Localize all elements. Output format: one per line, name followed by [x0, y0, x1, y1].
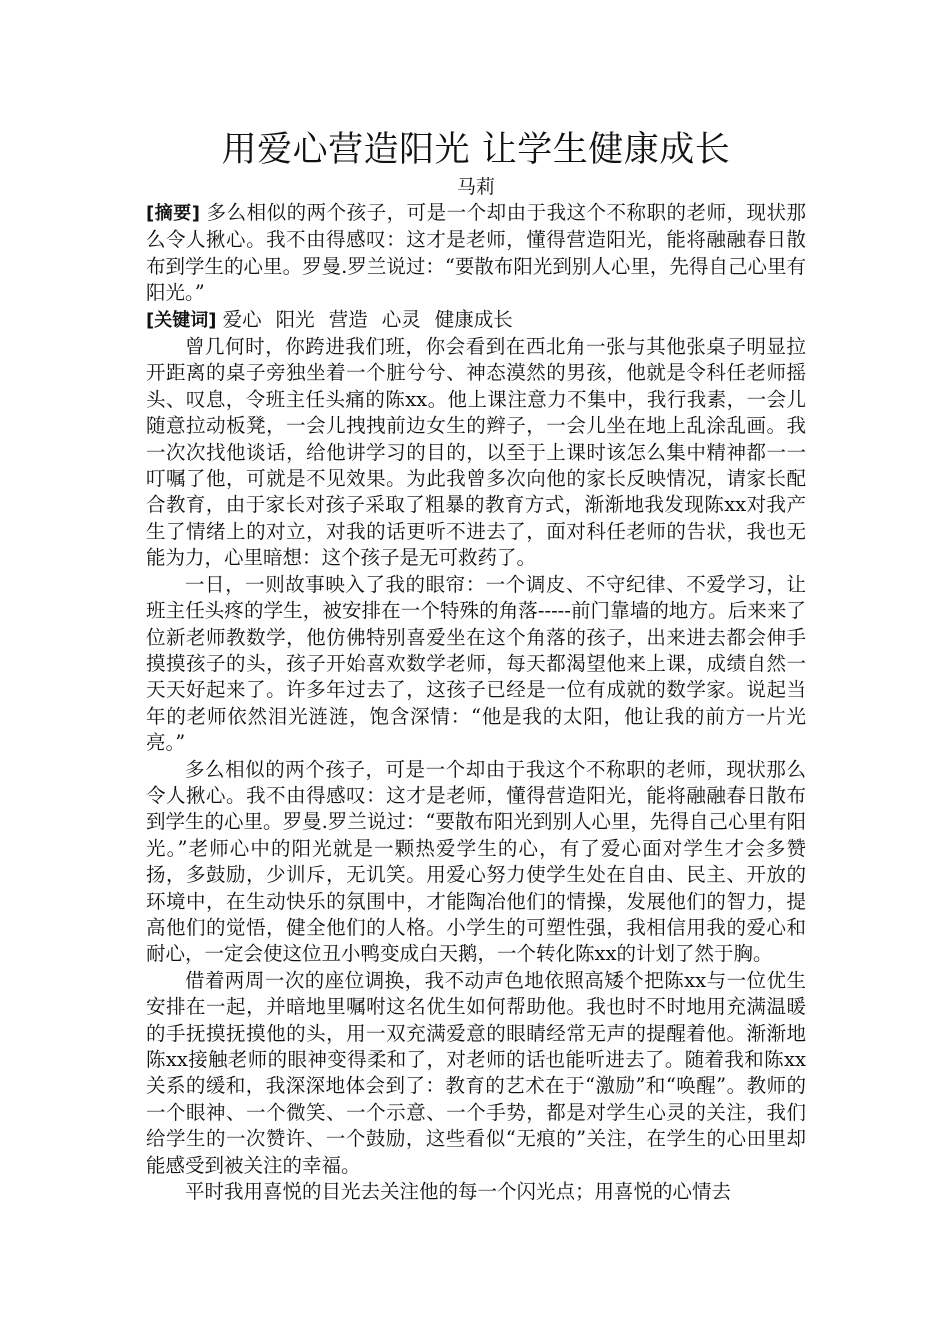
- article-body: [146, 128, 806, 1205]
- article-title: 用爱心营造阳光 让学生健康成长: [221, 130, 731, 170]
- keywords: [146, 307, 806, 334]
- body-paragraph: 多么相似的两个孩子，可是一个却由于我这个不称职的老师，现状那么令人揪心。我不由得感叹：这才是老师，懂得营造阳光，能将融融春日散布到学生的心里。罗曼.罗兰说过：“要散布阳光到别人心里，先得自己心里有阳光。”老师心中的阳光就是一颗热爱学生的心，有了爱心面对学生才会多赞扬，多鼓励，少训斥，无讥笑。用爱心努力使学生处在自由、民主、开放的环境中，在生动快乐的氛围中，才能陶冶他们的情操，发展他们的智力，提高他们的觉悟，健全他们的人格。小学生的可塑性强，我相信用我的爱心和耐心，一定会使这位丑小鸭变成白天鹅，一个转化陈xx的计划了然于胸。: [146, 757, 806, 966]
- abstract: [146, 200, 806, 307]
- body-paragraph: 借着两周一次的座位调换，我不动声色地依照高矮个把陈xx与一位优生安排在一起，并暗地里嘱咐这名优生如何帮助他。我也时不时地用充满温暖的手抚摸抚摸他的头，用一双充满爱意的眼睛经常无声的提醒着他。渐渐地陈xx接触老师的眼神变得柔和了，对老师的话也能听进去了。随着我和陈xx关系的缓和，我深深地体会到了：教育的艺术在于“激励”和“唤醒”。教师的一个眼神、一个微笑、一个示意、一个手势，都是对学生心灵的关注，我们给学生的一次赞许、一个鼓励，这些看似“无痕的”关注，在学生的心田里却能感受到被关注的幸福。: [146, 968, 806, 1177]
- keyword: 营造: [328, 307, 368, 331]
- keywords-label: [关键词]: [146, 309, 217, 331]
- body-paragraph: 一日，一则故事映入了我的眼帘：一个调皮、不守纪律、不爱学习，让班主任头疼的学生，被安排在一个特殊的角落-----前门靠墙的地方。后来来了位新老师教数学，他仿佛特别喜爱坐在这个角落的孩子，出来进去都会伸手摸摸孩子的头，孩子开始喜欢数学老师，每天都渴望他来上课，成绩自然一天天好起来了。许多年过去了，这孩子已经是一位有成就的数学家。说起当年的老师依然泪光涟涟，饱含深情：“他是我的太阳，他让我的前方一片光亮。”: [146, 572, 806, 755]
- keyword: 心灵: [381, 307, 421, 331]
- abstract-text: 多么相似的两个孩子，可是一个却由于我这个不称职的老师，现状那么令人揪心。我不由得感叹：这才是老师，懂得营造阳光，能将融融春日散布到学生的心里。罗曼.罗兰说过：“要散布阳光到别人心里，先得自己心里有阳光。”: [146, 201, 807, 305]
- body-paragraph: 曾几何时，你跨进我们班，你会看到在西北角一张与其他张桌子明显拉开距离的桌子旁独坐着一个脏兮兮、神态漠然的男孩，他就是令科任老师摇头、叹息，令班主任头痛的陈xx。他上课注意力不集中，我行我素，一会儿随意拉动板凳，一会儿拽拽前边女生的辫子，一会儿坐在地上乱涂乱画。我一次次找他谈话，给他讲学习的目的，以至于上课时该怎么集中精神都一一叮嘱了他，可就是不见效果。为此我曾多次向他的家长反映情况，请家长配合教育，由于家长对孩子采取了粗暴的教育方式，渐渐地我发现陈xx对我产生了情绪上的对立，对我的话更听不进去了，面对科任老师的告状，我也无能为力，心里暗想：这个孩子是无可救药了。: [146, 335, 806, 570]
- author-name: 马莉: [456, 176, 495, 198]
- abstract-label: [摘要]: [146, 203, 200, 224]
- keyword: 健康成长: [434, 307, 513, 331]
- body-paragraph: 平时我用喜悦的目光去关注他的每一个闪光点；用喜悦的心情去: [185, 1180, 732, 1204]
- keyword: 爱心: [222, 307, 262, 331]
- keyword: 阳光: [275, 307, 315, 331]
